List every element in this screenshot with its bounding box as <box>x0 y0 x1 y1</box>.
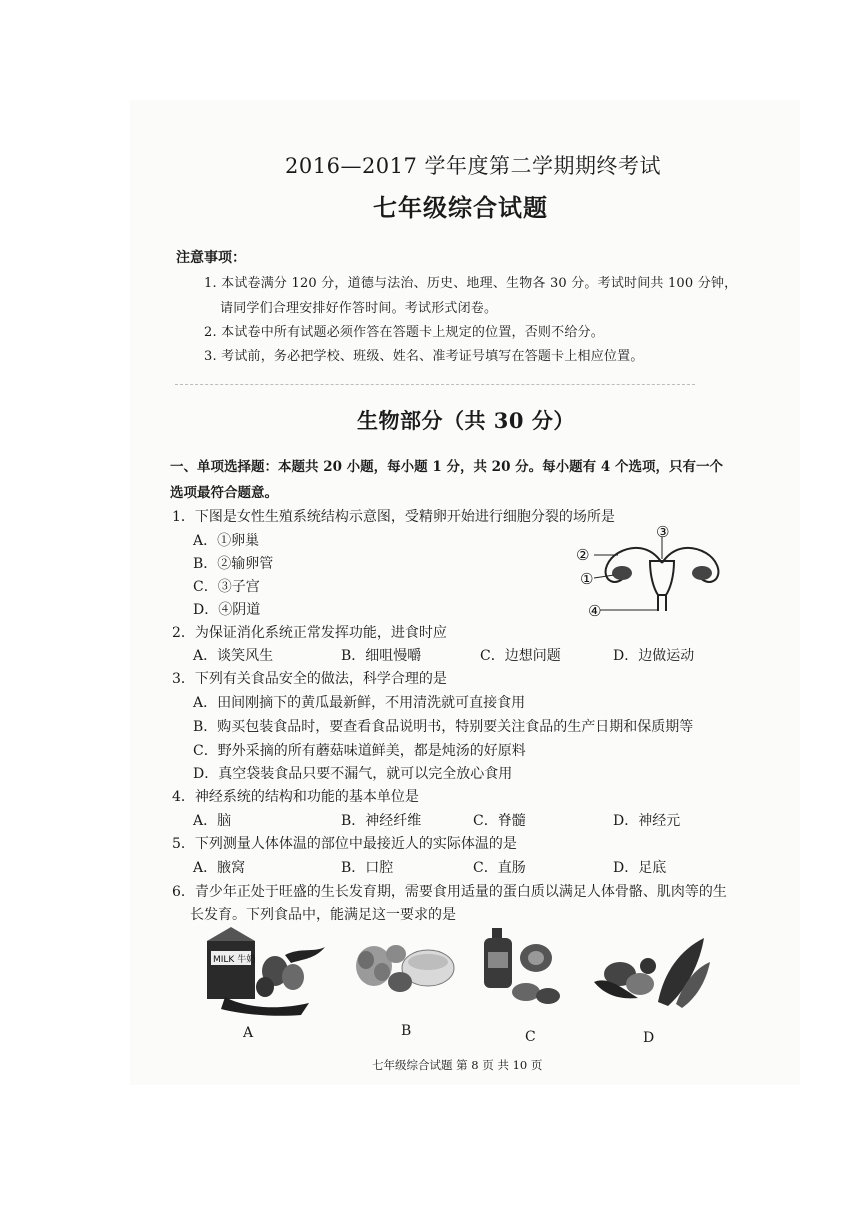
q5-stem: 5．下列测量人体体温的部位中最接近人的实际体温的是 <box>172 836 517 852</box>
q4-option-d: D．神经元 <box>613 813 681 829</box>
q2-stem: 2．为保证消化系统正常发挥功能，进食时应 <box>172 625 447 641</box>
q3-option-c: C．野外采摘的所有蘑菇味道鲜美，都是炖汤的好原料 <box>193 743 526 759</box>
section-desc-1: 一、单项选择题：本题共 20 小题，每小题 1 分，共 20 分。每小题有 4 个选项，只有一个 <box>170 459 723 475</box>
oil-mushrooms-image <box>478 928 568 1010</box>
exam-subtitle: 七年级综合试题 <box>373 193 548 222</box>
q3-option-d: D．真空袋装食品只要不漏气，就可以完全放心食用 <box>193 766 513 782</box>
q4-option-b: B．神经纤维 <box>341 813 422 829</box>
note-3: 3. 考试前，务必把学校、班级、姓名、准考证号填写在答题卡上相应位置。 <box>204 349 644 364</box>
food-label-d: D <box>643 1030 655 1046</box>
exam-title: 2016—2017 学年度第二学期期终考试 <box>285 154 662 178</box>
divider <box>175 384 695 385</box>
food-label-c: C <box>525 1029 536 1045</box>
q2-option-d: D．边做运动 <box>613 648 695 664</box>
q1-stem: 1．下图是女性生殖系统结构示意图，受精卵开始进行细胞分裂的场所是 <box>172 509 615 525</box>
q3-option-b: B．购买包装食品时，要查看食品说明书，特别要关注食品的生产日期和保质期等 <box>193 719 694 735</box>
milk-box-label: MILK 牛奶 <box>213 955 256 965</box>
q5-option-c: C．直肠 <box>473 860 526 876</box>
diagram-label-2: ② <box>576 546 590 564</box>
reproductive-system-diagram <box>570 523 750 623</box>
diagram-label-1: ① <box>580 570 594 588</box>
fruits-image <box>350 932 460 1002</box>
q4-stem: 4．神经系统的结构和功能的基本单位是 <box>172 789 419 805</box>
q3-option-a: A．田间刚摘下的黄瓜最新鲜，不用清洗就可直接食用 <box>193 695 526 711</box>
q4-option-c: C．脊髓 <box>473 813 526 829</box>
q5-option-a: A．腋窝 <box>193 860 246 876</box>
q1-option-d: D．④阴道 <box>193 602 261 618</box>
q1-option-c: C．③子宫 <box>193 579 260 595</box>
diagram-label-3: ③ <box>656 523 670 541</box>
milk-eggs-image <box>205 925 330 1017</box>
q1-option-b: B．②输卵管 <box>193 556 274 572</box>
q6-stem-line2: 长发育。下列食品中，能满足这一要求的是 <box>190 907 456 923</box>
note-1-cont: 请同学们合理安排好作答时间。考试形式闭卷。 <box>220 301 498 316</box>
vegetables-image <box>588 932 713 1012</box>
note-1: 1. 本试卷满分 120 分，道德与法治、历史、地理、生物各 30 分。考试时间共 100 分钟， <box>204 276 738 291</box>
food-label-a: A <box>243 1025 254 1041</box>
food-label-b: B <box>401 1023 412 1039</box>
diagram-label-4: ④ <box>588 602 602 620</box>
q2-option-c: C．边想问题 <box>480 648 561 664</box>
section-title: 生物部分（共 30 分） <box>357 408 575 433</box>
q4-option-a: A．脑 <box>193 813 232 829</box>
q1-option-a: A．①卵巢 <box>193 533 260 549</box>
note-2: 2. 本试卷中所有试题必须作答在答题卡上规定的位置，否则不给分。 <box>204 325 604 340</box>
page-footer: 七年级综合试题 第 8 页 共 10 页 <box>372 1058 543 1072</box>
q5-option-b: B．口腔 <box>341 860 394 876</box>
q3-stem: 3．下列有关食品安全的做法，科学合理的是 <box>172 671 447 687</box>
q2-option-a: A．谈笑风生 <box>193 648 274 664</box>
q2-option-b: B．细咀慢嚼 <box>341 648 422 664</box>
section-desc-2: 选项最符合题意。 <box>170 485 278 501</box>
q6-stem-line1: 6．青少年正处于旺盛的生长发育期，需要食用适量的蛋白质以满足人体骨骼、肌肉等的生 <box>172 884 727 900</box>
notes-heading: 注意事项： <box>176 250 246 266</box>
q5-option-d: D．足底 <box>613 860 667 876</box>
